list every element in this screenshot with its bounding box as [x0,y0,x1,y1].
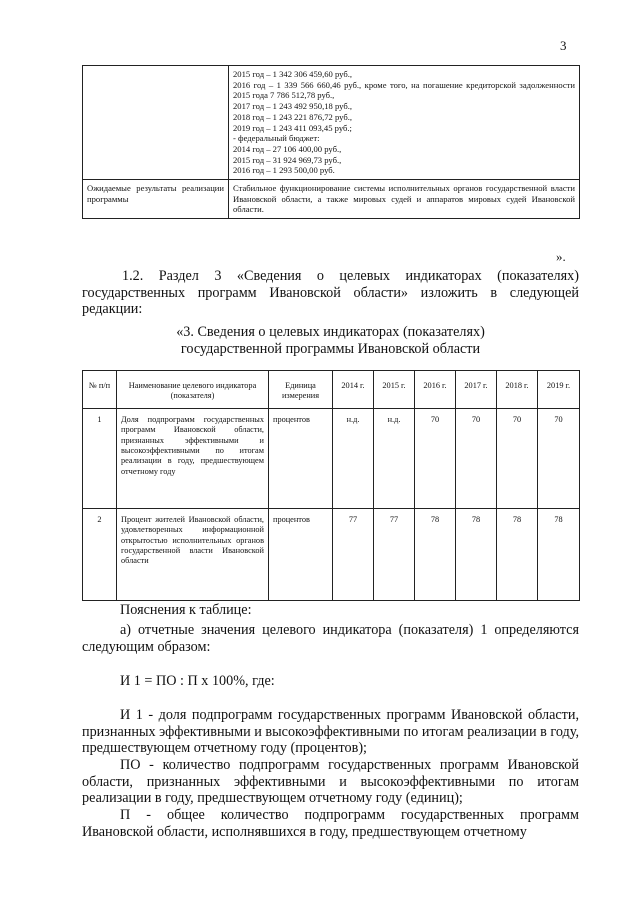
header-unit: Единица измерения [269,371,333,409]
header-year: 2017 г. [456,371,497,409]
value-2014: 77 [333,508,374,600]
funding-label-cell [83,66,229,180]
indicator-unit: процентов [269,508,333,600]
header-year: 2015 г. [374,371,415,409]
header-num: № п/п [83,371,117,409]
definition-i1: И 1 - доля подпрограмм государственных программ Ивановской области, признанных эффективными и высокоэффективными по итогам реализации в году, предшествующем отчетному году (процентов); [82,707,579,757]
funding-line: - федеральный бюджет: [233,133,320,144]
notes-heading: Пояснения к таблице: [120,602,252,618]
formula: И 1 = ПО : П х 100%, где: [120,673,275,689]
value-2016: 70 [415,408,456,508]
value-2016: 78 [415,508,456,600]
section-title-line2: государственной программы Ивановской области [180,341,481,357]
funding-line: 2017 год – 1 243 492 950,18 руб., [233,101,353,112]
header-year: 2019 г. [538,371,580,409]
value-2019: 78 [538,508,580,600]
funding-line: 2015 год – 1 342 306 459,60 руб., [233,69,353,79]
section-title-line1: «3. Сведения о целевых индикаторах (показателях) [176,324,485,340]
table-header-row [83,371,580,409]
header-year: 2016 г. [415,371,456,409]
indicator-unit: процентов [269,408,333,508]
expected-results-label: Ожидаемые результаты реализации программы [83,180,229,219]
indicators-table [82,370,580,601]
definition-po: ПО - количество подпрограмм государственных программ Ивановской области, признанных эффективными и высокоэффективными по итогам реализации в году, предшествующем отчетному году (единиц); [82,757,579,807]
funding-line: 2015 год – 31 924 969,73 руб., [233,154,342,165]
table-row [83,66,580,180]
definition-p: П - общее количество подпрограмм государственных программ Ивановской области, исполнявшихся в году, предшествующем отчетному [82,807,579,840]
funding-line: 2014 год – 27 106 400,00 руб., [233,143,342,154]
funding-table [82,65,580,219]
expected-results-text: Стабильное функционирование системы исполнительных органов государственной власти Ивановской области, а также мировых судей и аппаратов мировых судей Ивановской области. [229,180,580,219]
funding-line: 2018 год – 1 243 221 876,72 руб., [233,111,353,122]
funding-line: 2016 год – 1 339 566 660,46 руб., кроме того, на погашение кредиторской задолженности 2015 года 7 786 512,78 руб., [233,79,575,101]
value-2014: н.д. [333,408,374,508]
table-row [83,180,580,219]
page-number: 3 [560,38,567,53]
value-2017: 70 [456,408,497,508]
table-row [83,508,580,600]
value-2019: 70 [538,408,580,508]
quote-end: ». [556,249,566,264]
section-intro: 1.2. Раздел 3 «Сведения о целевых индикаторах (показателях) государственных программ Ивановской области» изложить в следующей редакции: [82,268,579,318]
header-year: 2018 г. [497,371,538,409]
value-2017: 78 [456,508,497,600]
table-row [83,408,580,508]
notes-item-a: а) отчетные значения целевого индикатора (показателя) 1 определяются следующим образом: [82,622,579,655]
funding-line: 2016 год – 1 293 500,00 руб. [233,165,335,176]
row-num: 1 [83,408,117,508]
funding-values-cell [229,66,580,180]
row-num: 2 [83,508,117,600]
value-2015: 77 [374,508,415,600]
funding-line: 2019 год – 1 243 411 093,45 руб.; [233,122,352,133]
indicator-name: Доля подпрограмм государственных программ Ивановской области, признанных эффективными и высокоэффективными по итогам реализации в году, предшествующем отчетному году [117,408,269,508]
value-2018: 70 [497,408,538,508]
header-year: 2014 г. [333,371,374,409]
header-name: Наименование целевого индикатора (показателя) [117,371,269,409]
indicator-name: Процент жителей Ивановской области, удовлетворенных информационной открытостью исполнительных органов государственной власти Ивановской области [117,508,269,600]
value-2018: 78 [497,508,538,600]
value-2015: н.д. [374,408,415,508]
